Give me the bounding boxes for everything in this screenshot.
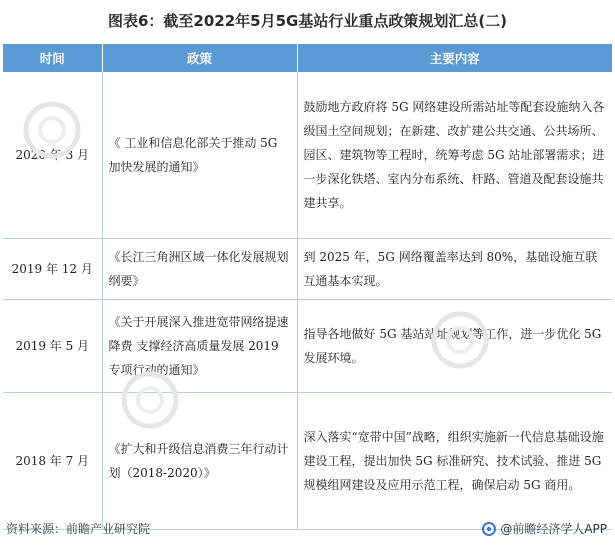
row-content: 深入落实“宽带中国”战略，组织实施新一代信息基础设施建设工程，提出加快 5G 标准研究、技术试验、推进 5G 规模组网建设及应用示范工程，确保启动 5G 商用。 xyxy=(297,393,612,530)
footer xyxy=(0,514,615,542)
row-policy: 《 工业和信息化部关于推动 5G 加快发展的通知》 xyxy=(102,72,297,239)
header-time: 时间 xyxy=(3,44,102,72)
row-policy: 《扩大和升级信息消费三年行动计划（2018-2020）》 xyxy=(102,393,297,530)
row-time: 2018 年 7 月 xyxy=(3,393,102,530)
table-row xyxy=(3,393,612,530)
source-note: 资料来源：前瞻产业研究院 xyxy=(6,522,151,536)
brand-logo-icon xyxy=(482,522,496,536)
policy-table xyxy=(3,44,612,530)
header-policy: 政策 xyxy=(102,44,297,72)
header-content: 主要内容 xyxy=(297,44,612,72)
brand-name: @前瞻经济学人APP xyxy=(500,522,607,536)
table-row xyxy=(3,300,612,393)
table-header-row xyxy=(3,44,612,72)
row-time: 2019 年 12 月 xyxy=(3,239,102,300)
row-content: 鼓励地方政府将 5G 网络建设所需站址等配套设施纳入各级国土空间规划；在新建、改扩建公共交通、公共场所、园区、建筑物等工程时，统筹考虑 5G 站址部署需求；进一步深化铁塔、室内分布系统、杆路、管道及配套设施共建共享。 xyxy=(297,72,612,239)
row-content: 到 2025 年，5G 网络覆盖率达到 80%，基础设施互联互通基本实现。 xyxy=(297,239,612,300)
table-row xyxy=(3,239,612,300)
row-content: 指导各地做好 5G 基站站址规划等工作，进一步优化 5G 发展环境。 xyxy=(297,300,612,393)
row-policy: 《关于开展深入推进宽带网络提速降费 支撑经济高质量发展 2019 专项行动的通知》 xyxy=(102,300,297,393)
chart-title: 图表6：截至2022年5月5G基站行业重点政策规划汇总(二) xyxy=(107,12,508,30)
table-row xyxy=(3,72,612,239)
row-policy: 《长江三角洲区域一体化发展规划纲要》 xyxy=(102,239,297,300)
row-time: 2019 年 5 月 xyxy=(3,300,102,393)
brand-mark xyxy=(482,520,607,537)
row-time: 2020 年 3 月 xyxy=(3,72,102,239)
